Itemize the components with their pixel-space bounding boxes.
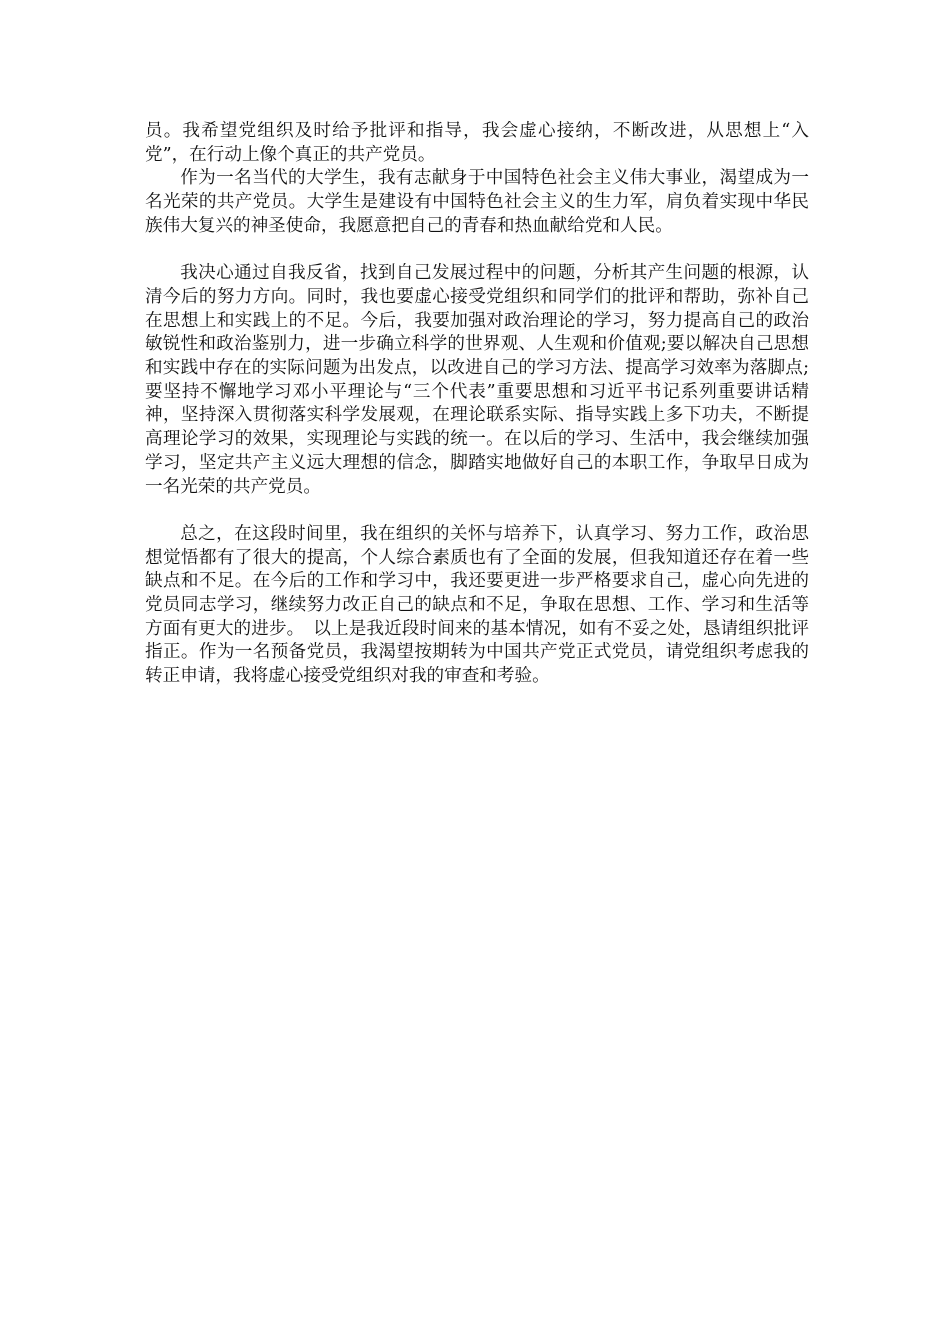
paragraph-resolution: 我决心通过自我反省，找到自己发展过程中的问题，分析其产生问题的根源，认清今后的努力方向。同时，我也要虚心接受党组织和同学们的批评和帮助，弥补自己在思想上和实践上的不足。今后，我要加强对政治理论的学习，努力提高自己的政治敏锐性和政治鉴别力，进一步确立科学的世界观、人生观和价值观;要以解决自己思想和实践中存在的实际问题为出发点，以改进自己的学习方法、提高学习效率为落脚点;要坚持不懈地学习邓小平理论与“三个代表”重要思想和习近平书记系列重要讲话精神，坚持深入贯彻落实科学发展观，在理论联系实际、指导实践上多下功夫，不断提高理论学习的效果，实现理论与实践的统一。在以后的学习、生活中，我会继续加强学习，坚定共产主义远大理想的信念，脚踏实地做好自己的本职工作，争取早日成为一名光荣的共产党员。 [145,263,809,497]
document-body [145,120,809,689]
paragraph-summary: 总之，在这段时间里，我在组织的关怀与培养下，认真学习、努力工作，政治思想觉悟都有了很大的提高，个人综合素质也有了全面的发展，但我知道还存在着一些缺点和不足。在今后的工作和学习中，我还要更进一步严格要求自己，虚心向先进的党员同志学习，继续努力改正自己的缺点和不足，争取在思想、工作、学习和生活等方面有更大的进步。 以上是我近段时间来的基本情况，如有不妥之处，恳请组织批评指正。作为一名预备党员，我渴望按期转为中国共产党正式党员，请党组织考虑我的转正申请，我将虚心接受党组织对我的审查和考验。 [145,523,809,687]
paragraph-aspiration: 作为一名当代的大学生，我有志献身于中国特色社会主义伟大事业，渴望成为一名光荣的共产党员。大学生是建设有中国特色社会主义的生力军，肩负着实现中华民族伟大复兴的神圣使命，我愿意把自己的青春和热血献给党和人民。 [145,168,809,236]
paragraph-continuation: 员。我希望党组织及时给予批评和指导，我会虚心接纳，不断改进，从思想上“入党”，在行动上像个真正的共产党员。 [145,121,809,165]
